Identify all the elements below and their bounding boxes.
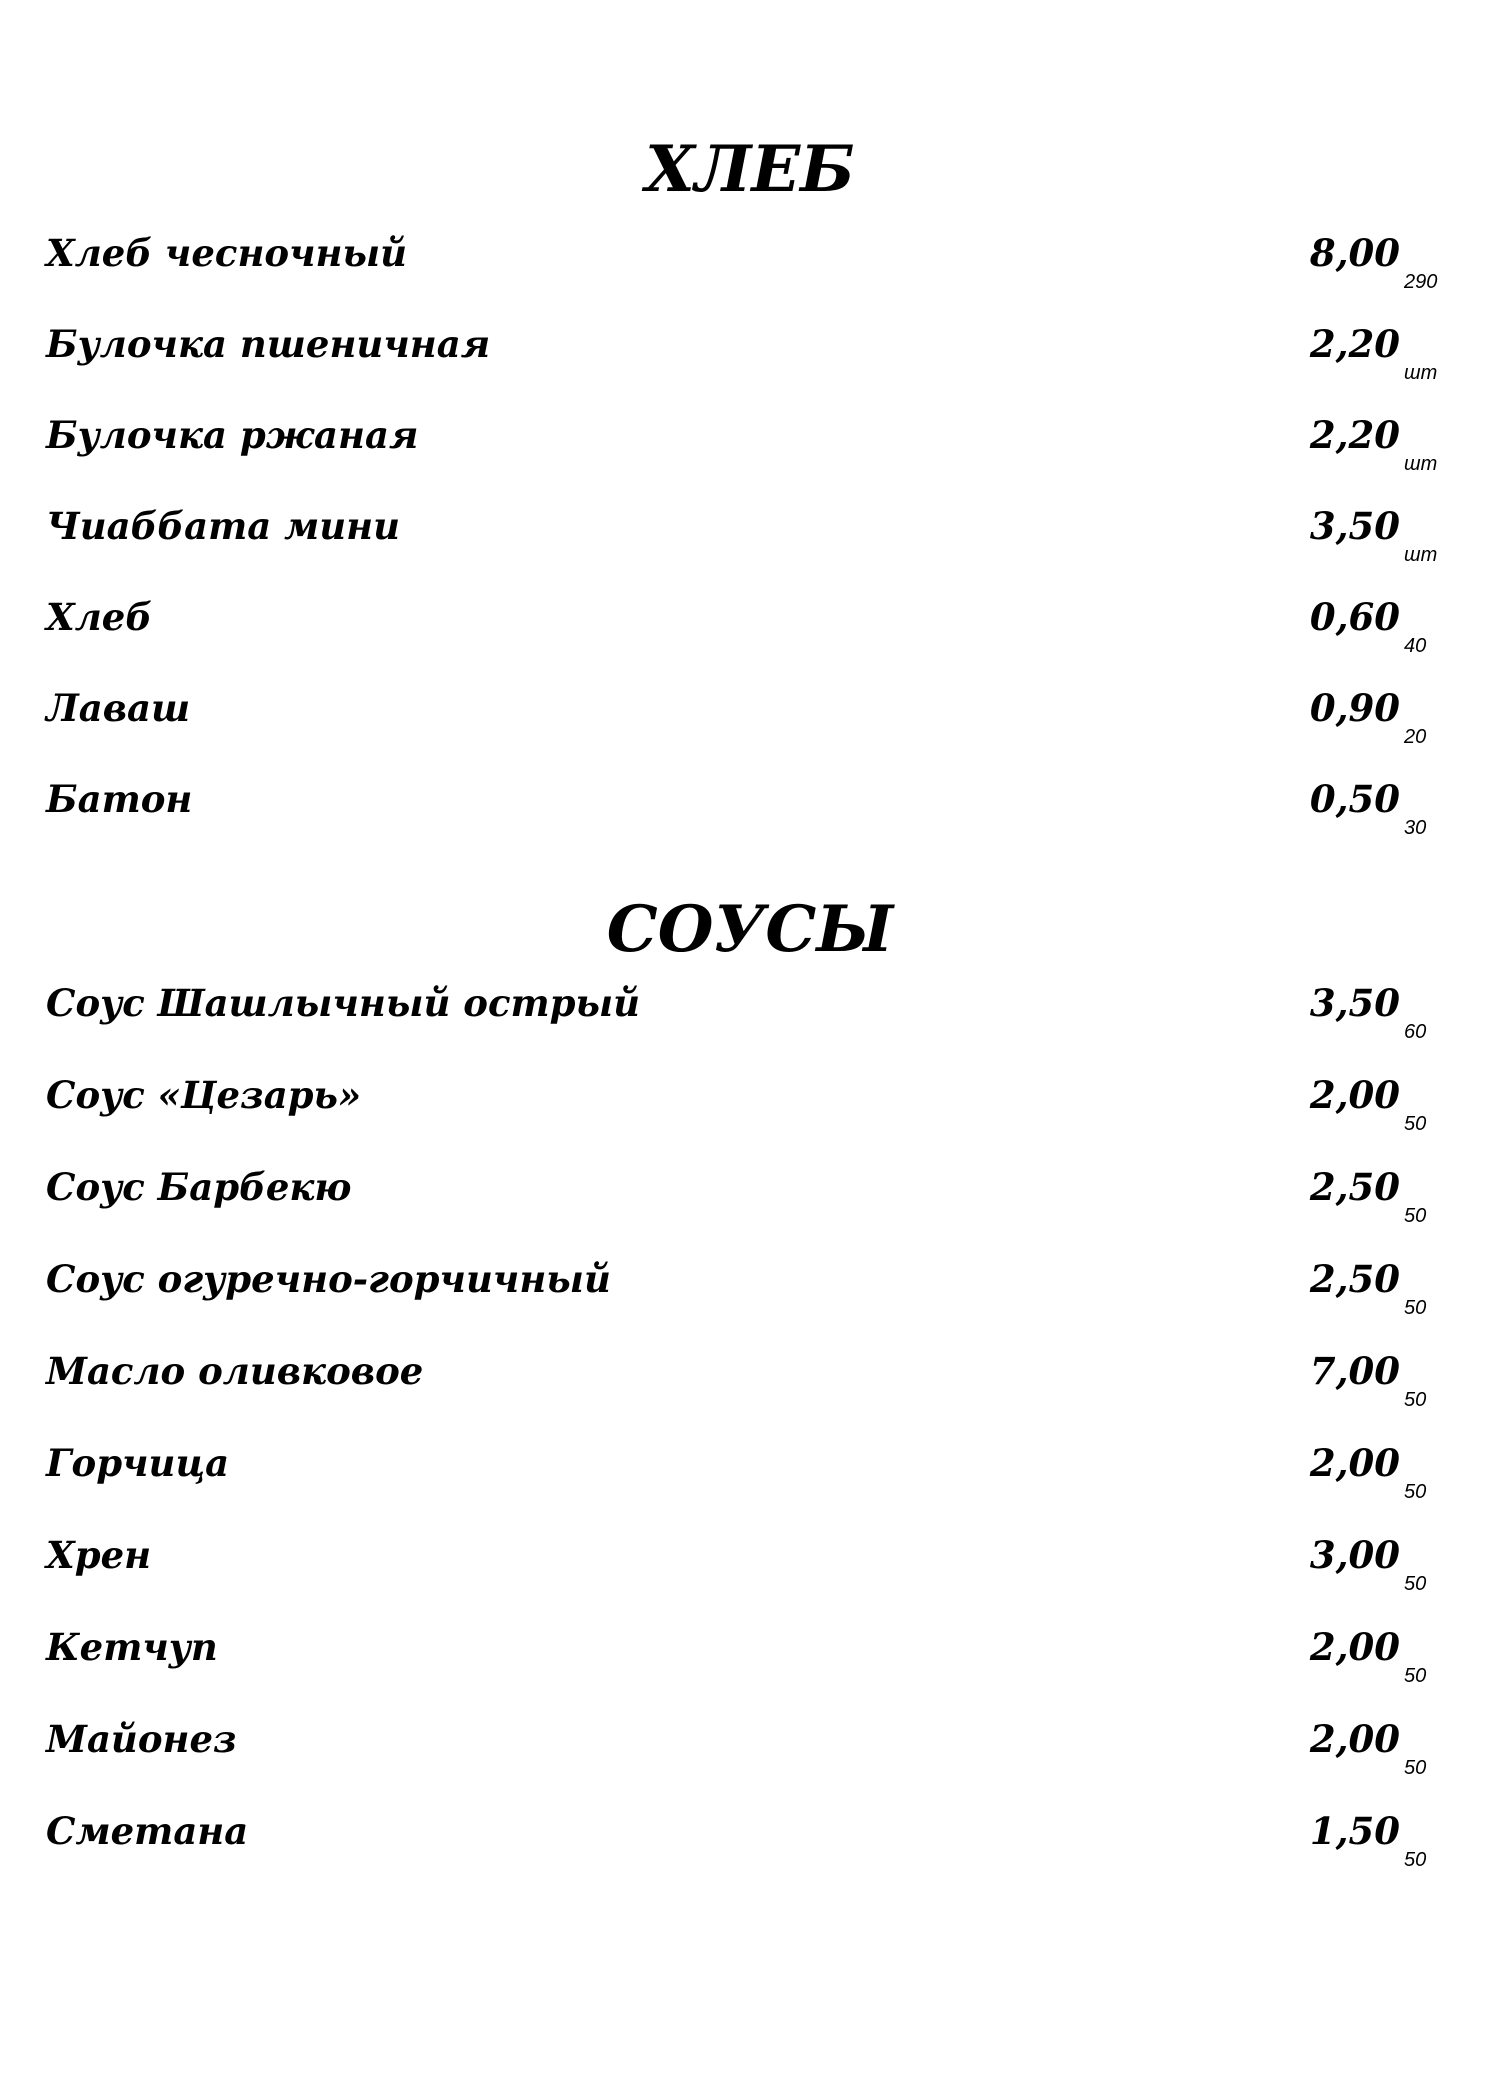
item-unit: 60 xyxy=(1404,1021,1427,1043)
item-name: Соус «Цезарь» xyxy=(46,1073,362,1117)
item-name: Лаваш xyxy=(46,686,191,730)
item-name: Батон xyxy=(46,777,193,821)
menu-item xyxy=(0,228,1500,320)
item-unit: 50 xyxy=(1404,1113,1427,1135)
menu-item xyxy=(0,1714,1500,1806)
item-name: Булочка ржаная xyxy=(46,413,419,457)
item-price: 0,50 xyxy=(1309,777,1400,821)
menu-item xyxy=(0,592,1500,684)
menu-item xyxy=(0,1346,1500,1438)
item-name: Кетчуп xyxy=(46,1625,218,1669)
menu-item xyxy=(0,978,1500,1070)
item-unit: шт xyxy=(1404,544,1438,566)
menu-item xyxy=(0,683,1500,775)
item-price: 2,00 xyxy=(1309,1625,1400,1669)
item-unit: шт xyxy=(1404,453,1438,475)
item-price: 7,00 xyxy=(1309,1349,1400,1393)
menu-item xyxy=(0,1254,1500,1346)
item-price: 2,00 xyxy=(1309,1717,1400,1761)
section-title: СОУСЫ xyxy=(606,892,894,967)
item-name: Соус Барбекю xyxy=(46,1165,352,1209)
item-unit: 30 xyxy=(1404,817,1427,839)
item-price: 3,50 xyxy=(1309,981,1400,1025)
item-name: Соус Шашлычный острый xyxy=(46,981,641,1025)
item-name: Масло оливковое xyxy=(46,1349,424,1393)
item-unit: 50 xyxy=(1404,1481,1427,1503)
item-unit: 50 xyxy=(1404,1297,1427,1319)
item-price: 2,50 xyxy=(1309,1165,1400,1209)
item-unit: 50 xyxy=(1404,1665,1427,1687)
item-price: 3,00 xyxy=(1309,1533,1400,1577)
menu-item xyxy=(0,1530,1500,1622)
item-price: 0,90 xyxy=(1309,686,1400,730)
menu-item xyxy=(0,1438,1500,1530)
item-name: Хрен xyxy=(46,1533,152,1577)
item-unit: 50 xyxy=(1404,1389,1427,1411)
menu-item xyxy=(0,1806,1500,1898)
item-price: 2,00 xyxy=(1309,1441,1400,1485)
item-price: 1,50 xyxy=(1309,1809,1400,1853)
item-price: 2,00 xyxy=(1309,1073,1400,1117)
section-title: ХЛЕБ xyxy=(645,132,855,207)
item-name: Майонез xyxy=(46,1717,237,1761)
item-name: Булочка пшеничная xyxy=(46,322,491,366)
item-unit: 50 xyxy=(1404,1573,1427,1595)
item-price: 8,00 xyxy=(1309,231,1400,275)
item-name: Горчица xyxy=(46,1441,230,1485)
item-unit: шт xyxy=(1404,362,1438,384)
item-name: Чиаббата мини xyxy=(46,504,401,548)
item-unit: 40 xyxy=(1404,635,1427,657)
item-unit: 50 xyxy=(1404,1757,1427,1779)
menu-item xyxy=(0,501,1500,593)
item-price: 2,20 xyxy=(1309,413,1400,457)
item-name: Сметана xyxy=(46,1809,249,1853)
item-price: 0,60 xyxy=(1309,595,1400,639)
item-unit: 290 xyxy=(1404,271,1438,293)
item-name: Соус огуречно-горчичный xyxy=(46,1257,611,1301)
menu-item xyxy=(0,1622,1500,1714)
menu-item xyxy=(0,1162,1500,1254)
item-price: 2,20 xyxy=(1309,322,1400,366)
menu-item xyxy=(0,410,1500,502)
item-price: 3,50 xyxy=(1309,504,1400,548)
item-unit: 50 xyxy=(1404,1849,1427,1871)
menu-item xyxy=(0,1070,1500,1162)
menu-item xyxy=(0,774,1500,866)
item-price: 2,50 xyxy=(1309,1257,1400,1301)
item-name: Хлеб чесночный xyxy=(46,231,408,275)
item-unit: 20 xyxy=(1404,726,1427,748)
item-unit: 50 xyxy=(1404,1205,1427,1227)
menu-item xyxy=(0,319,1500,411)
item-name: Хлеб xyxy=(46,595,153,639)
